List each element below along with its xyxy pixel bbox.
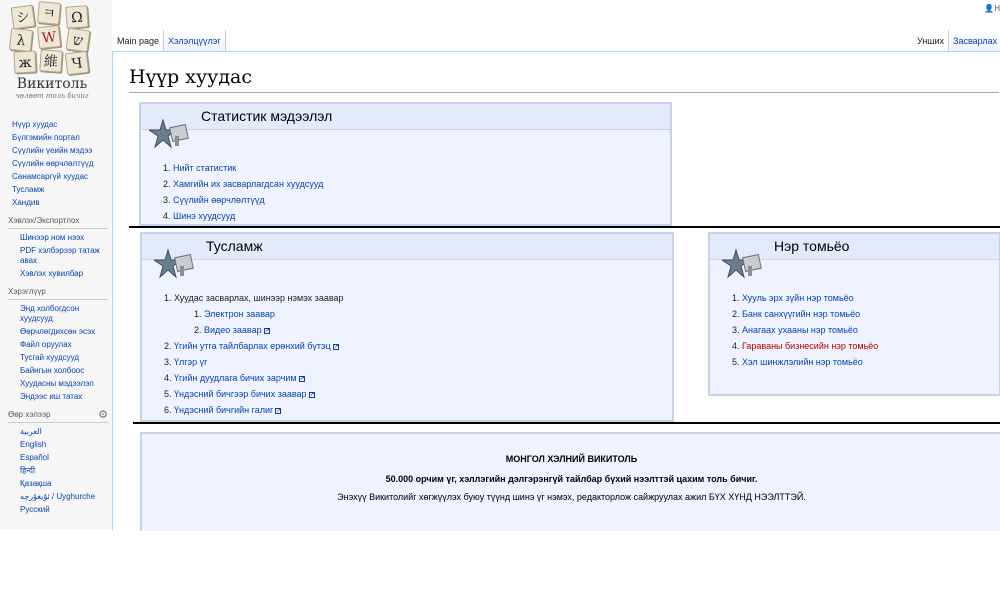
intro-line-2: Энэхүү Викитолийг хөгжүүлэх буюу түүнд шинэ үг нэмэх, редакторлож сайжруулах ажил БҮХ ХҮНД НЭЭЛТТЭЙ. <box>337 492 806 502</box>
sidebar-item-recent-changes[interactable]: Сүүлийн өөрчлөлтүүд <box>12 159 94 168</box>
namespace-tabs <box>113 30 226 52</box>
help-link-structure[interactable]: Үгийн утга тайлбарлах ерөнхий бүтэц <box>174 341 331 351</box>
sidebar-item-permanent-link[interactable]: Байнгын холбоос <box>20 366 85 375</box>
list-item <box>174 338 672 354</box>
logo-subtitle: чөлөөт толь бичиг <box>15 92 89 100</box>
list-item <box>173 192 670 208</box>
logo-tile: シ <box>11 5 36 30</box>
statistics-box-title: Статистик мэдээлэл <box>201 108 333 124</box>
external-link-icon: ↗ <box>333 343 339 350</box>
list-item <box>742 306 999 322</box>
sidebar-item-special-pages[interactable]: Тусгай хуудсууд <box>20 353 80 362</box>
terms-link-law[interactable]: Хууль эрх зүйн нэр томьёо <box>742 293 854 303</box>
stats-link-total[interactable]: Нийт статистик <box>173 163 237 173</box>
list-item <box>204 322 672 338</box>
terminology-list <box>710 290 999 370</box>
list-item <box>174 290 672 338</box>
section-divider <box>129 226 1000 228</box>
sidebar-item-cite-page[interactable]: Эндээс иш татах <box>20 392 83 401</box>
stats-link-new-pages[interactable]: Шинэ хуудсууд <box>173 211 236 221</box>
terms-link-linguistics[interactable]: Хэл шинжлэлийн нэр томьёо <box>742 357 863 367</box>
list-item <box>174 402 672 418</box>
sidebar-nav <box>8 120 108 518</box>
sidebar-item-upload-file[interactable]: Файл оруулах <box>20 340 72 349</box>
logo-tile: Ω <box>65 5 88 28</box>
help-box-title: Тусламж <box>206 238 263 254</box>
logo-tile: ж <box>13 50 36 73</box>
list-item <box>174 386 672 402</box>
tools-section-label: Хэрэглүүр <box>8 287 46 296</box>
user-icon: 👤 <box>984 4 995 13</box>
star-icon <box>722 246 766 282</box>
statistics-box-header <box>141 104 670 130</box>
help-box <box>140 232 674 422</box>
logo-tile: ㅋ <box>37 1 61 25</box>
view-tabs <box>913 30 1000 52</box>
external-link-icon: ↗ <box>299 375 305 382</box>
list-item <box>173 208 670 224</box>
sidebar-item-community-portal[interactable]: Бүлгэмийн портал <box>12 133 80 142</box>
help-link-pronunciation[interactable]: Үгийн дуудлага бичих зарчим <box>174 373 297 383</box>
statistics-list <box>141 160 670 224</box>
sidebar-item-current-events[interactable]: Сүүлийн үеийн мэдээ <box>12 146 93 155</box>
export-section-label: Хэвлэх/Экспортлох <box>8 216 80 225</box>
stats-link-recent-changes[interactable]: Сүүлийн өөрчлөлтүүд <box>173 195 265 205</box>
help-item-edit-guide: Хуудас засварлах, шинээр нэмэх заавар <box>174 293 344 303</box>
sidebar-item-download-pdf[interactable]: PDF хэлбэрээр татаж авах <box>20 246 100 265</box>
intro-line-1: 50.000 орчим үг, хэллэгийн дэлгэрэнгүй тайлбар бүхий нээлттэй цахим толь бичиг. <box>385 474 758 484</box>
user-label: Н <box>994 4 1000 13</box>
sidebar-item-lang-english[interactable]: English <box>20 440 47 449</box>
help-box-header <box>142 234 672 260</box>
terms-link-medicine[interactable]: Анагаах ухааны нэр томьёо <box>742 325 858 335</box>
sidebar-item-random-page[interactable]: Санамсаргүй хуудас <box>12 172 89 181</box>
list-item <box>742 322 999 338</box>
sidebar-item-donate[interactable]: Хандив <box>12 198 40 207</box>
tab-main-page[interactable]: Main page <box>113 30 164 52</box>
sidebar-item-create-book[interactable]: Шинээр ном нээх <box>20 233 85 242</box>
sidebar-item-lang-spanish[interactable]: Español <box>20 453 49 462</box>
sidebar-item-lang-uyghur[interactable]: ئۇيغۇرچە / Uyghurche <box>20 492 96 501</box>
terms-link-banking[interactable]: Банк санхүүгийн нэр томьёо <box>742 309 861 319</box>
help-link-script-guide[interactable]: Үндэсний бичгээр бичих заавар <box>174 389 307 399</box>
logo-tile: Ч <box>65 51 90 76</box>
sidebar-item-main-page[interactable]: Нүүр хуудас <box>12 120 58 129</box>
tools-section-title[interactable] <box>8 287 108 300</box>
tab-edit[interactable]: Засварлах <box>949 30 1000 52</box>
nav-export-section <box>8 216 108 279</box>
content-area <box>112 51 1000 530</box>
sidebar-item-printable[interactable]: Хэвлэх хувилбар <box>20 269 84 278</box>
list-item <box>174 354 672 370</box>
star-icon <box>149 116 193 152</box>
sidebar-item-lang-kazakh[interactable]: Қазақша <box>20 479 52 488</box>
help-link-transliteration[interactable]: Үндэсний бичгийн галиг <box>174 405 274 415</box>
help-link-proverbs[interactable]: Үлгэр үг <box>174 357 208 367</box>
title-divider <box>129 92 999 93</box>
list-item <box>742 290 999 306</box>
page-title: Нүүр хуудас <box>129 66 252 88</box>
sidebar-item-page-info[interactable]: Хуудасны мэдээлэл <box>20 379 94 388</box>
terminology-box <box>708 232 1000 396</box>
languages-section-title <box>8 410 108 423</box>
user-menu[interactable] <box>984 4 1000 13</box>
logo-tiles <box>10 2 94 72</box>
languages-section-label: Өөр хэлээр <box>8 410 51 419</box>
terminology-box-title: Нэр томьёо <box>774 238 850 254</box>
gear-icon[interactable]: ⚙ <box>98 409 108 421</box>
nav-languages-section <box>8 409 108 515</box>
external-link-icon: ↗ <box>264 327 270 334</box>
help-list <box>142 290 672 418</box>
help-link-video-guide[interactable]: Видео заавар <box>204 325 262 335</box>
list-item <box>204 306 672 322</box>
list-item <box>173 176 670 192</box>
site-logo[interactable] <box>10 2 94 100</box>
list-item <box>742 354 999 370</box>
external-link-icon: ↗ <box>276 407 282 414</box>
logo-title: Викитоль <box>16 76 88 92</box>
star-icon <box>154 246 198 282</box>
logo-tile: ש <box>66 28 91 53</box>
statistics-box <box>139 102 672 226</box>
sidebar-item-what-links-here[interactable]: Энд холбогдсон хуудсууд <box>20 304 80 323</box>
nav-tools-section <box>8 287 108 402</box>
tab-read[interactable]: Унших <box>913 30 949 52</box>
sidebar-item-help[interactable]: Тусламж <box>12 185 45 194</box>
nav-main <box>12 120 108 208</box>
list-item <box>174 370 672 386</box>
list-item <box>173 160 670 176</box>
section-divider <box>133 422 1000 424</box>
sidebar-item-lang-arabic[interactable]: العربية <box>20 427 42 436</box>
logo-tile: 維 <box>39 49 62 72</box>
external-link-icon: ↗ <box>309 391 315 398</box>
list-item <box>742 338 999 354</box>
terms-link-international-business[interactable]: Гараваны бизнесийн нэр томьёо <box>742 341 879 351</box>
help-link-electronic-guide[interactable]: Электрон заавар <box>204 309 275 319</box>
sidebar-item-related-changes[interactable]: Өөрчлөгдихсөн эсэх <box>20 327 96 336</box>
stats-link-most-edited[interactable]: Хамгийн их засварлагдсан хуудсууд <box>173 179 324 189</box>
sidebar-item-lang-hindi[interactable]: हिन्दी <box>20 466 36 475</box>
export-section-title[interactable] <box>8 216 108 229</box>
intro-box <box>140 432 1000 531</box>
sidebar <box>0 0 112 530</box>
logo-tile: W <box>37 25 61 49</box>
sidebar-item-lang-russian[interactable]: Русский <box>20 505 50 514</box>
tab-discussion[interactable]: Хэлэлцүүлэг <box>164 30 226 52</box>
logo-tile: λ <box>9 28 33 52</box>
intro-heading: МОНГОЛ ХЭЛНИЙ ВИКИТОЛЬ <box>505 454 638 464</box>
